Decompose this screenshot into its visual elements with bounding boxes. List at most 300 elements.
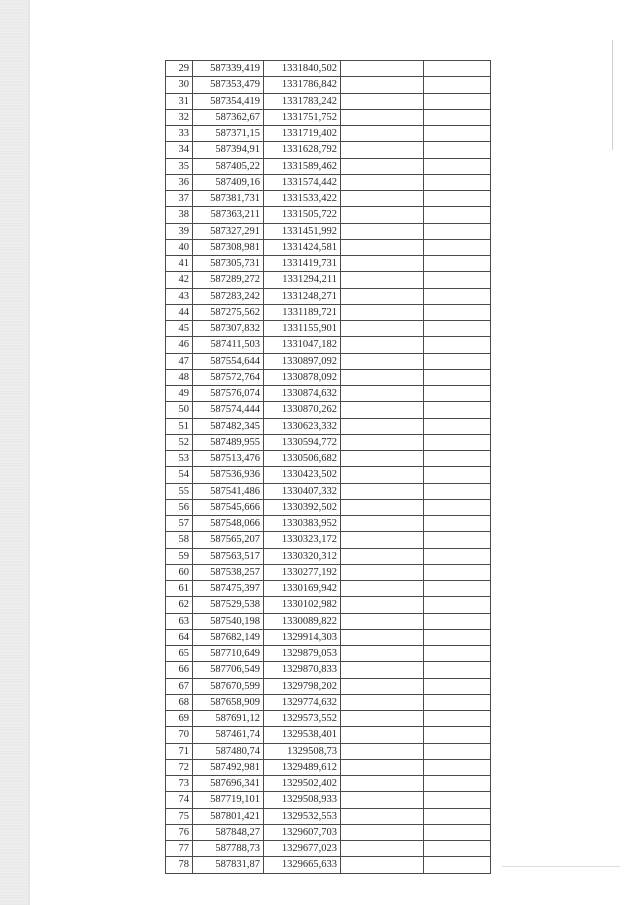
point-number-cell: 66 [166, 662, 193, 678]
x-coordinate-cell: 587831,87 [193, 857, 264, 873]
x-coordinate-cell: 587529,538 [193, 597, 264, 613]
point-number-cell: 43 [166, 288, 193, 304]
coordinates-table-body [166, 61, 491, 874]
point-number-cell: 55 [166, 483, 193, 499]
empty-cell [341, 207, 424, 223]
point-number-cell: 63 [166, 613, 193, 629]
table-row [166, 207, 491, 223]
empty-cell [424, 808, 491, 824]
table-row [166, 418, 491, 434]
y-coordinate-cell: 1330320,312 [264, 548, 341, 564]
table-row [166, 109, 491, 125]
empty-cell [424, 451, 491, 467]
empty-cell [424, 191, 491, 207]
point-number-cell: 73 [166, 776, 193, 792]
x-coordinate-cell: 587563,517 [193, 548, 264, 564]
x-coordinate-cell: 587405,22 [193, 158, 264, 174]
empty-cell [424, 109, 491, 125]
empty-cell [341, 304, 424, 320]
x-coordinate-cell: 587411,503 [193, 337, 264, 353]
y-coordinate-cell: 1331533,422 [264, 191, 341, 207]
y-coordinate-cell: 1330102,982 [264, 597, 341, 613]
y-coordinate-cell: 1329870,833 [264, 662, 341, 678]
empty-cell [424, 61, 491, 77]
x-coordinate-cell: 587461,74 [193, 727, 264, 743]
table-row [166, 304, 491, 320]
table-row [166, 824, 491, 840]
y-coordinate-cell: 1330878,092 [264, 369, 341, 385]
point-number-cell: 40 [166, 239, 193, 255]
point-number-cell: 50 [166, 402, 193, 418]
empty-cell [424, 581, 491, 597]
point-number-cell: 37 [166, 191, 193, 207]
x-coordinate-cell: 587682,149 [193, 629, 264, 645]
y-coordinate-cell: 1330169,942 [264, 581, 341, 597]
x-coordinate-cell: 587541,486 [193, 483, 264, 499]
empty-cell [341, 532, 424, 548]
empty-cell [341, 792, 424, 808]
y-coordinate-cell: 1330874,632 [264, 386, 341, 402]
empty-cell [424, 288, 491, 304]
empty-cell [424, 158, 491, 174]
table-row [166, 792, 491, 808]
empty-cell [341, 402, 424, 418]
x-coordinate-cell: 587475,397 [193, 581, 264, 597]
y-coordinate-cell: 1330392,502 [264, 499, 341, 515]
x-coordinate-cell: 587394,91 [193, 142, 264, 158]
empty-cell [341, 77, 424, 93]
point-number-cell: 49 [166, 386, 193, 402]
x-coordinate-cell: 587305,731 [193, 256, 264, 272]
empty-cell [424, 418, 491, 434]
empty-cell [424, 499, 491, 515]
empty-cell [341, 548, 424, 564]
point-number-cell: 52 [166, 434, 193, 450]
y-coordinate-cell: 1331628,792 [264, 142, 341, 158]
point-number-cell: 71 [166, 743, 193, 759]
empty-cell [424, 743, 491, 759]
y-coordinate-cell: 1330089,822 [264, 613, 341, 629]
table-row [166, 191, 491, 207]
empty-cell [424, 516, 491, 532]
empty-cell [341, 191, 424, 207]
table-row [166, 613, 491, 629]
x-coordinate-cell: 587289,272 [193, 272, 264, 288]
point-number-cell: 48 [166, 369, 193, 385]
point-number-cell: 31 [166, 93, 193, 109]
empty-cell [424, 841, 491, 857]
table-row [166, 77, 491, 93]
empty-cell [424, 207, 491, 223]
x-coordinate-cell: 587691,12 [193, 711, 264, 727]
table-row [166, 532, 491, 548]
table-row [166, 759, 491, 775]
y-coordinate-cell: 1331505,722 [264, 207, 341, 223]
empty-cell [341, 516, 424, 532]
point-number-cell: 70 [166, 727, 193, 743]
x-coordinate-cell: 587554,644 [193, 353, 264, 369]
scan-border-left-line [28, 0, 30, 905]
point-number-cell: 47 [166, 353, 193, 369]
y-coordinate-cell: 1329538,401 [264, 727, 341, 743]
y-coordinate-cell: 1331047,182 [264, 337, 341, 353]
x-coordinate-cell: 587658,909 [193, 694, 264, 710]
point-number-cell: 77 [166, 841, 193, 857]
empty-cell [341, 369, 424, 385]
empty-cell [341, 61, 424, 77]
table-row [166, 581, 491, 597]
point-number-cell: 69 [166, 711, 193, 727]
table-row [166, 126, 491, 142]
empty-cell [424, 321, 491, 337]
table-row [166, 174, 491, 190]
y-coordinate-cell: 1330323,172 [264, 532, 341, 548]
table-row [166, 548, 491, 564]
table-row [166, 467, 491, 483]
empty-cell [341, 499, 424, 515]
table-row [166, 564, 491, 580]
empty-cell [424, 483, 491, 499]
y-coordinate-cell: 1331719,402 [264, 126, 341, 142]
table-row [166, 223, 491, 239]
empty-cell [341, 142, 424, 158]
y-coordinate-cell: 1331451,992 [264, 223, 341, 239]
scan-border-bottom [502, 866, 620, 867]
empty-cell [341, 353, 424, 369]
empty-cell [341, 451, 424, 467]
empty-cell [424, 402, 491, 418]
empty-cell [424, 142, 491, 158]
x-coordinate-cell: 587801,421 [193, 808, 264, 824]
point-number-cell: 64 [166, 629, 193, 645]
table-row [166, 256, 491, 272]
empty-cell [341, 239, 424, 255]
y-coordinate-cell: 1331155,901 [264, 321, 341, 337]
y-coordinate-cell: 1331751,752 [264, 109, 341, 125]
point-number-cell: 45 [166, 321, 193, 337]
x-coordinate-cell: 587363,211 [193, 207, 264, 223]
empty-cell [424, 662, 491, 678]
x-coordinate-cell: 587275,562 [193, 304, 264, 320]
table-row [166, 451, 491, 467]
y-coordinate-cell: 1329607,703 [264, 824, 341, 840]
empty-cell [341, 109, 424, 125]
y-coordinate-cell: 1329573,552 [264, 711, 341, 727]
empty-cell [424, 792, 491, 808]
empty-cell [424, 126, 491, 142]
x-coordinate-cell: 587371,15 [193, 126, 264, 142]
x-coordinate-cell: 587565,207 [193, 532, 264, 548]
x-coordinate-cell: 587339,419 [193, 61, 264, 77]
point-number-cell: 41 [166, 256, 193, 272]
empty-cell [424, 256, 491, 272]
scan-border-right [612, 40, 613, 150]
empty-cell [424, 597, 491, 613]
coordinates-table [165, 60, 491, 874]
table-row [166, 743, 491, 759]
x-coordinate-cell: 587536,936 [193, 467, 264, 483]
empty-cell [424, 174, 491, 190]
point-number-cell: 42 [166, 272, 193, 288]
empty-cell [341, 467, 424, 483]
empty-cell [341, 434, 424, 450]
point-number-cell: 38 [166, 207, 193, 223]
empty-cell [341, 857, 424, 873]
empty-cell [424, 629, 491, 645]
empty-cell [424, 93, 491, 109]
y-coordinate-cell: 1331189,721 [264, 304, 341, 320]
point-number-cell: 36 [166, 174, 193, 190]
point-number-cell: 61 [166, 581, 193, 597]
table-row [166, 337, 491, 353]
empty-cell [341, 776, 424, 792]
y-coordinate-cell: 1330623,332 [264, 418, 341, 434]
point-number-cell: 32 [166, 109, 193, 125]
point-number-cell: 57 [166, 516, 193, 532]
empty-cell [424, 759, 491, 775]
empty-cell [424, 646, 491, 662]
empty-cell [341, 272, 424, 288]
empty-cell [424, 824, 491, 840]
point-number-cell: 68 [166, 694, 193, 710]
table-row [166, 629, 491, 645]
table-row [166, 483, 491, 499]
x-coordinate-cell: 587409,16 [193, 174, 264, 190]
empty-cell [341, 337, 424, 353]
y-coordinate-cell: 1329502,402 [264, 776, 341, 792]
x-coordinate-cell: 587354,419 [193, 93, 264, 109]
table-row [166, 61, 491, 77]
table-row [166, 678, 491, 694]
y-coordinate-cell: 1330506,682 [264, 451, 341, 467]
y-coordinate-cell: 1331419,731 [264, 256, 341, 272]
x-coordinate-cell: 587670,599 [193, 678, 264, 694]
point-number-cell: 76 [166, 824, 193, 840]
y-coordinate-cell: 1329677,023 [264, 841, 341, 857]
x-coordinate-cell: 587710,649 [193, 646, 264, 662]
empty-cell [341, 223, 424, 239]
table-row [166, 353, 491, 369]
y-coordinate-cell: 1330594,772 [264, 434, 341, 450]
empty-cell [341, 288, 424, 304]
table-row [166, 711, 491, 727]
table-row [166, 776, 491, 792]
empty-cell [341, 564, 424, 580]
empty-cell [424, 532, 491, 548]
empty-cell [341, 93, 424, 109]
empty-cell [341, 694, 424, 710]
table-row [166, 841, 491, 857]
y-coordinate-cell: 1331424,581 [264, 239, 341, 255]
table-row [166, 662, 491, 678]
x-coordinate-cell: 587576,074 [193, 386, 264, 402]
y-coordinate-cell: 1331783,242 [264, 93, 341, 109]
x-coordinate-cell: 587381,731 [193, 191, 264, 207]
point-number-cell: 60 [166, 564, 193, 580]
y-coordinate-cell: 1329532,553 [264, 808, 341, 824]
y-coordinate-cell: 1331574,442 [264, 174, 341, 190]
point-number-cell: 72 [166, 759, 193, 775]
table-row [166, 369, 491, 385]
x-coordinate-cell: 587492,981 [193, 759, 264, 775]
table-row [166, 727, 491, 743]
point-number-cell: 44 [166, 304, 193, 320]
empty-cell [341, 759, 424, 775]
y-coordinate-cell: 1330383,952 [264, 516, 341, 532]
empty-cell [424, 369, 491, 385]
y-coordinate-cell: 1330407,332 [264, 483, 341, 499]
y-coordinate-cell: 1329508,73 [264, 743, 341, 759]
table-row [166, 158, 491, 174]
empty-cell [341, 321, 424, 337]
table-row [166, 499, 491, 515]
empty-cell [341, 418, 424, 434]
point-number-cell: 78 [166, 857, 193, 873]
point-number-cell: 33 [166, 126, 193, 142]
table-row [166, 857, 491, 873]
empty-cell [424, 711, 491, 727]
empty-cell [341, 613, 424, 629]
empty-cell [341, 711, 424, 727]
empty-cell [424, 239, 491, 255]
y-coordinate-cell: 1331786,842 [264, 77, 341, 93]
y-coordinate-cell: 1329508,933 [264, 792, 341, 808]
y-coordinate-cell: 1330423,502 [264, 467, 341, 483]
y-coordinate-cell: 1330870,262 [264, 402, 341, 418]
empty-cell [424, 353, 491, 369]
y-coordinate-cell: 1329798,202 [264, 678, 341, 694]
x-coordinate-cell: 587308,981 [193, 239, 264, 255]
empty-cell [424, 434, 491, 450]
table-row [166, 646, 491, 662]
empty-cell [341, 841, 424, 857]
point-number-cell: 39 [166, 223, 193, 239]
x-coordinate-cell: 587706,549 [193, 662, 264, 678]
empty-cell [424, 337, 491, 353]
empty-cell [341, 483, 424, 499]
point-number-cell: 51 [166, 418, 193, 434]
table-row [166, 694, 491, 710]
x-coordinate-cell: 587540,198 [193, 613, 264, 629]
point-number-cell: 58 [166, 532, 193, 548]
empty-cell [341, 727, 424, 743]
empty-cell [341, 256, 424, 272]
x-coordinate-cell: 587548,066 [193, 516, 264, 532]
table-row [166, 272, 491, 288]
x-coordinate-cell: 587574,444 [193, 402, 264, 418]
empty-cell [424, 694, 491, 710]
point-number-cell: 75 [166, 808, 193, 824]
point-number-cell: 62 [166, 597, 193, 613]
x-coordinate-cell: 587788,73 [193, 841, 264, 857]
empty-cell [424, 272, 491, 288]
empty-cell [424, 776, 491, 792]
y-coordinate-cell: 1329774,632 [264, 694, 341, 710]
y-coordinate-cell: 1331589,462 [264, 158, 341, 174]
x-coordinate-cell: 587719,101 [193, 792, 264, 808]
table-row [166, 93, 491, 109]
empty-cell [424, 77, 491, 93]
empty-cell [424, 223, 491, 239]
x-coordinate-cell: 587362,67 [193, 109, 264, 125]
empty-cell [341, 386, 424, 402]
empty-cell [341, 174, 424, 190]
empty-cell [424, 467, 491, 483]
y-coordinate-cell: 1330277,192 [264, 564, 341, 580]
empty-cell [341, 678, 424, 694]
empty-cell [341, 597, 424, 613]
table-row [166, 434, 491, 450]
point-number-cell: 30 [166, 77, 193, 93]
y-coordinate-cell: 1330897,092 [264, 353, 341, 369]
y-coordinate-cell: 1329914,303 [264, 629, 341, 645]
point-number-cell: 46 [166, 337, 193, 353]
table-row [166, 516, 491, 532]
empty-cell [424, 678, 491, 694]
x-coordinate-cell: 587538,257 [193, 564, 264, 580]
empty-cell [424, 857, 491, 873]
x-coordinate-cell: 587480,74 [193, 743, 264, 759]
empty-cell [424, 386, 491, 402]
x-coordinate-cell: 587353,479 [193, 77, 264, 93]
table-row [166, 386, 491, 402]
scan-border-left [0, 0, 28, 905]
empty-cell [424, 548, 491, 564]
empty-cell [424, 727, 491, 743]
empty-cell [341, 629, 424, 645]
x-coordinate-cell: 587848,27 [193, 824, 264, 840]
point-number-cell: 35 [166, 158, 193, 174]
table-row [166, 142, 491, 158]
table-row [166, 808, 491, 824]
empty-cell [341, 808, 424, 824]
empty-cell [341, 662, 424, 678]
x-coordinate-cell: 587572,764 [193, 369, 264, 385]
x-coordinate-cell: 587327,291 [193, 223, 264, 239]
point-number-cell: 56 [166, 499, 193, 515]
empty-cell [424, 613, 491, 629]
table-row [166, 597, 491, 613]
y-coordinate-cell: 1329879,053 [264, 646, 341, 662]
y-coordinate-cell: 1329665,633 [264, 857, 341, 873]
table-row [166, 288, 491, 304]
empty-cell [341, 158, 424, 174]
point-number-cell: 54 [166, 467, 193, 483]
y-coordinate-cell: 1331248,271 [264, 288, 341, 304]
empty-cell [341, 646, 424, 662]
x-coordinate-cell: 587545,666 [193, 499, 264, 515]
coordinates-table-container [165, 60, 491, 874]
table-row [166, 321, 491, 337]
x-coordinate-cell: 587489,955 [193, 434, 264, 450]
empty-cell [341, 743, 424, 759]
point-number-cell: 65 [166, 646, 193, 662]
table-row [166, 239, 491, 255]
empty-cell [341, 126, 424, 142]
empty-cell [424, 304, 491, 320]
x-coordinate-cell: 587696,341 [193, 776, 264, 792]
point-number-cell: 29 [166, 61, 193, 77]
point-number-cell: 59 [166, 548, 193, 564]
x-coordinate-cell: 587513,476 [193, 451, 264, 467]
x-coordinate-cell: 587482,345 [193, 418, 264, 434]
table-row [166, 402, 491, 418]
x-coordinate-cell: 587307,832 [193, 321, 264, 337]
y-coordinate-cell: 1331840,502 [264, 61, 341, 77]
empty-cell [341, 824, 424, 840]
x-coordinate-cell: 587283,242 [193, 288, 264, 304]
empty-cell [424, 564, 491, 580]
